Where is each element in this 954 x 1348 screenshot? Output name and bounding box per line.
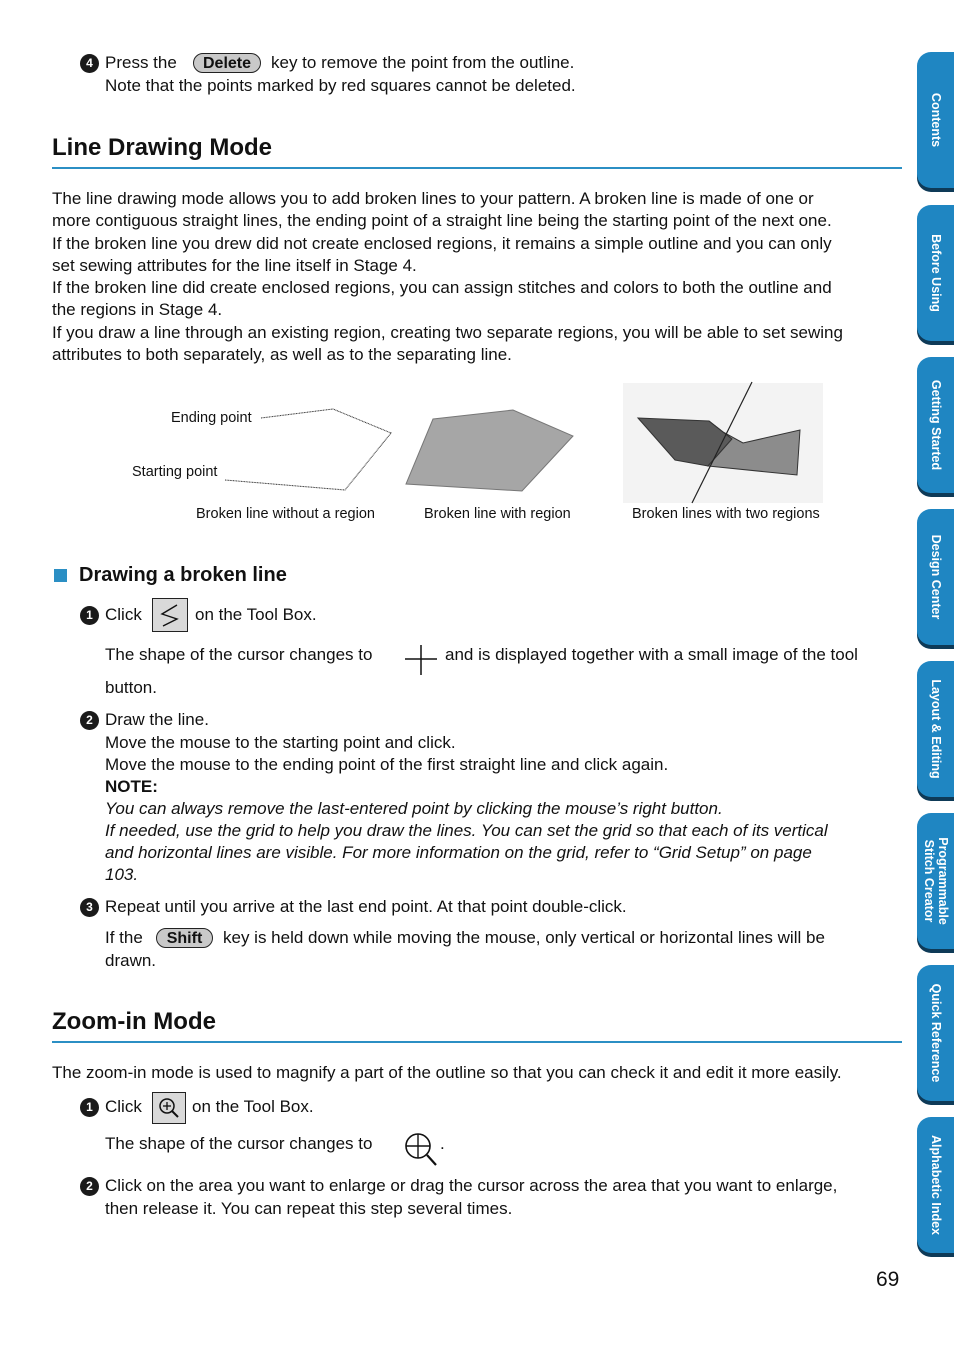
section-rule <box>52 1041 902 1043</box>
step-number: 1 <box>80 1098 99 1117</box>
subheading-square-icon <box>54 569 67 582</box>
step-text: Repeat until you arrive at the last end point. At that point double-click. <box>105 897 627 916</box>
note-text: and horizontal lines are visible. For more information on the grid, refer to “Grid Setup” on page <box>105 843 812 862</box>
tab-programmable-stitch-creator[interactable]: Programmable Stitch Creator <box>917 813 954 949</box>
step-text: If the <box>105 928 143 947</box>
section-title: Zoom-in Mode <box>52 1008 216 1035</box>
tab-getting-started[interactable]: Getting Started <box>917 357 954 493</box>
crosshair-cursor-icon <box>404 644 438 676</box>
figure-caption: Broken line with region <box>424 506 571 522</box>
step-text: . <box>440 1134 445 1153</box>
step-text: Move the mouse to the ending point of the first straight line and click again. <box>105 755 669 774</box>
intro-paragraph: The line drawing mode allows you to add broken lines to your pattern. A broken line is made of one or more contiguous straight lines, the ending point of a straight line being the starting point of the next one. If the broken line you drew did not create enclosed regions, it remains a simple outline and you can only set sewing attributes for the line itself in Stage 4. If the broken line did create enclosed regions, you can assign stitches and colors to both the outline and the regions in Stage 4. If you draw a line through an existing region, creating two separate regions, you will be able to set sewing attributes to both separately, as well as to the separating line. <box>52 189 843 365</box>
step-text: The shape of the cursor changes to <box>105 645 373 664</box>
step-text: button. <box>105 678 157 697</box>
subheading: Drawing a broken line <box>79 564 287 586</box>
step-number: 2 <box>80 1177 99 1196</box>
ending-point-label: Ending point <box>171 410 252 426</box>
tab-alphabetic-index[interactable]: Alphabetic Index <box>917 1117 954 1253</box>
step-number: 2 <box>80 711 99 730</box>
step-text: key to remove the point from the outline. <box>271 53 575 72</box>
step-text: drawn. <box>105 951 157 970</box>
broken-line-figure <box>120 375 840 510</box>
tab-design-center[interactable]: Design Center <box>917 509 954 645</box>
step-number: 4 <box>80 54 99 73</box>
note-label: NOTE: <box>105 777 158 796</box>
starting-point-label: Starting point <box>132 464 218 480</box>
step-number: 1 <box>80 606 99 625</box>
magnifier-plus-icon <box>153 1093 185 1123</box>
section-title: Line Drawing Mode <box>52 134 273 161</box>
step-text: and is displayed together with a small image of the tool <box>445 645 858 664</box>
page-number: 69 <box>876 1268 900 1291</box>
step-text: Click <box>105 1097 142 1116</box>
step-text: Note that the points marked by red squares cannot be deleted. <box>105 76 576 95</box>
figure-caption: Broken lines with two regions <box>632 506 820 522</box>
zoom-paragraph: The zoom-in mode is used to magnify a part of the outline so that you can check it and edit it more easily. <box>52 1063 842 1082</box>
tab-before-using[interactable]: Before Using <box>917 205 954 341</box>
step-text: Click on the area you want to enlarge or drag the cursor across the area that you want to enlarge, <box>105 1176 838 1195</box>
tab-quick-reference[interactable]: Quick Reference <box>917 965 954 1101</box>
zoom-cursor-icon <box>402 1130 440 1168</box>
step-text: The shape of the cursor changes to <box>105 1134 373 1153</box>
delete-key: Delete <box>193 53 261 73</box>
step-text: Press the <box>105 53 177 72</box>
section-rule <box>52 167 902 169</box>
broken-line-with-region <box>406 410 573 491</box>
step-text: key is held down while moving the mouse, only vertical or horizontal lines will be <box>223 928 825 947</box>
tab-contents[interactable]: Contents <box>917 52 954 188</box>
zoom-tool-button[interactable] <box>152 1092 186 1124</box>
step-number: 3 <box>80 898 99 917</box>
figure-caption: Broken line without a region <box>196 506 375 522</box>
tab-layout-editing[interactable]: Layout & Editing <box>917 661 954 797</box>
note-text: 103. <box>105 865 139 884</box>
step-text: Draw the line. <box>105 710 209 729</box>
step-text: on the Tool Box. <box>195 605 317 624</box>
note-text: You can always remove the last-entered point by clicking the mouse’s right button. <box>105 799 723 818</box>
step-text: on the Tool Box. <box>192 1097 314 1116</box>
shift-key: Shift <box>156 928 213 948</box>
note-text: If needed, use the grid to help you draw the lines. You can set the grid so that each of its vertical <box>105 821 828 840</box>
broken-line-icon <box>153 599 187 631</box>
step-text: then release it. You can repeat this step several times. <box>105 1199 513 1218</box>
step-text: Move the mouse to the starting point and click. <box>105 733 456 752</box>
line-tool-button[interactable] <box>152 598 188 632</box>
step-text: Click <box>105 605 142 624</box>
